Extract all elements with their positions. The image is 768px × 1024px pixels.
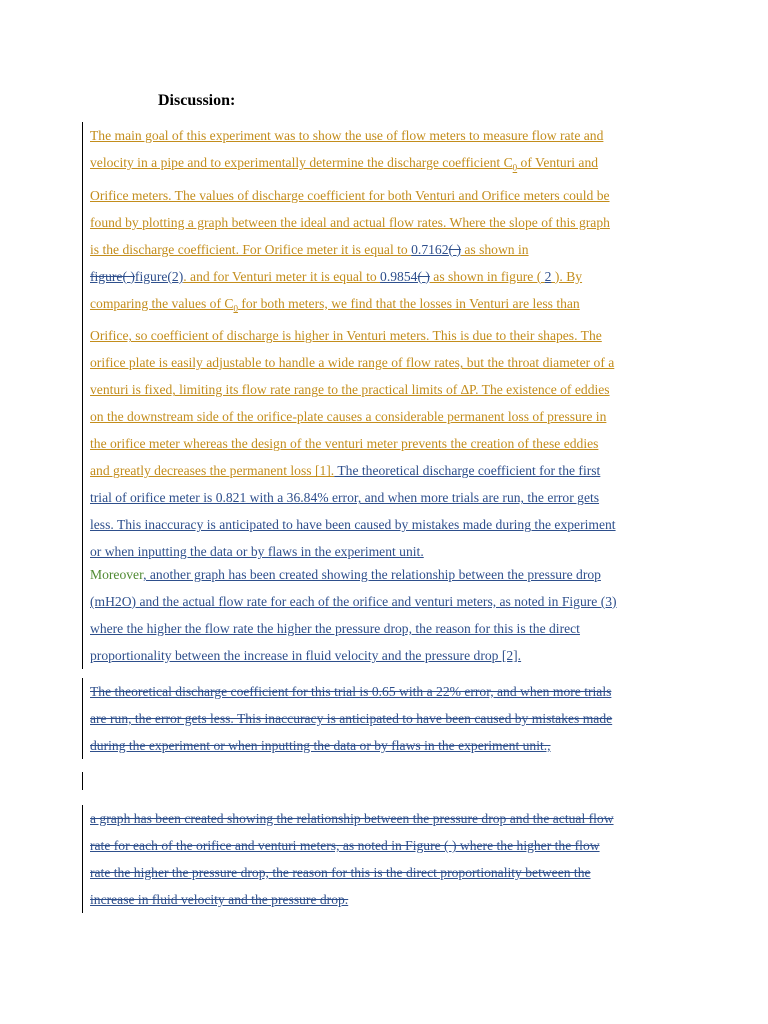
change-bar-empty-line xyxy=(82,772,83,790)
deleted-text: a graph has been created showing the relationship between the pressure drop and the actual flow xyxy=(90,811,614,826)
text-run: 0 xyxy=(512,162,518,173)
text-run: ). By xyxy=(551,268,583,284)
text-line xyxy=(90,376,690,403)
text-run: where the higher the flow rate the higher the pressure drop, the reason for this is the direct xyxy=(90,621,580,636)
section-heading: Discussion: xyxy=(158,92,236,109)
text-line xyxy=(90,149,690,182)
text-line xyxy=(90,588,690,615)
text-run: 0.7162 xyxy=(411,241,449,257)
paragraph-deleted-trial xyxy=(90,678,690,759)
text-run: and greatly decreases the permanent loss [1]. xyxy=(90,463,335,479)
text-run: comparing the values of C xyxy=(90,295,234,311)
deleted-text: during the experiment or when inputting the data or by flaws in the experiment unit., xyxy=(90,738,551,753)
deleted-text: are run, the error gets less. This inaccuracy is anticipated to have been caused by mistakes made xyxy=(90,711,613,726)
text-run: Orifice meters. The values of discharge coefficient for both Venturi and Orifice meters could be xyxy=(90,187,610,203)
text-line xyxy=(90,403,690,430)
text-run: proportionality between the increase in fluid velocity and the pressure drop [2]. xyxy=(90,648,522,663)
text-line xyxy=(90,457,690,484)
text-line xyxy=(90,678,690,705)
deleted-text: The theoretical discharge coefficient for this trial is 0.65 with a 22% error, and when more trials xyxy=(90,684,612,699)
text-line xyxy=(90,430,690,457)
change-bar xyxy=(82,805,83,913)
text-run: trial of orifice meter is 0.821 with a 36.84% error, and when more trials are run, the error gets xyxy=(90,490,600,506)
deleted-text: increase in fluid velocity and the pressure drop. xyxy=(90,892,349,907)
text-run: orifice plate is easily adjustable to handle a wide range of flow rates, but the throat diameter of a xyxy=(90,355,615,371)
text-run: on the downstream side of the orifice-plate causes a considerable permanent loss of pressure in xyxy=(90,409,607,425)
text-line xyxy=(90,484,690,511)
text-run: for both meters, we find that the losses in Venturi are less than xyxy=(237,295,580,311)
text-run: or when inputting the data or by flaws in the experiment unit. xyxy=(90,544,424,560)
text-line xyxy=(90,561,690,588)
text-run: . and for Venturi meter it is equal to xyxy=(183,268,381,284)
paragraph-pressure-drop xyxy=(90,561,690,669)
deleted-text: figure( ) xyxy=(90,268,135,284)
text-line xyxy=(90,122,690,149)
text-line xyxy=(90,322,690,349)
text-line xyxy=(90,182,690,209)
text-run: Orifice, so coefficient of discharge is higher in Venturi meters. This is due to their shapes. The xyxy=(90,328,602,344)
text-run: The theoretical discharge coefficient for the first xyxy=(334,463,601,479)
text-line xyxy=(90,732,690,759)
text-run: 0.9854 xyxy=(380,268,418,284)
paragraph-main-goal xyxy=(90,122,690,565)
text-line xyxy=(90,236,690,263)
text-run: , another graph has been created showing the relationship between the pressure drop xyxy=(143,567,601,582)
text-line xyxy=(90,263,690,290)
text-run: figure(2) xyxy=(134,268,184,284)
deleted-text: ( ) xyxy=(417,268,430,284)
text-run: as shown in figure ( xyxy=(429,268,545,284)
text-run: venturi is fixed, limiting its flow rate range to the practical limits of ∆P. The existence of eddies xyxy=(90,382,610,398)
text-run: the orifice meter whereas the design of the venturi meter prevents the creation of these eddies xyxy=(90,436,599,452)
paragraph-deleted-graph xyxy=(90,805,690,913)
text-line xyxy=(90,209,690,236)
deleted-text: rate the higher the pressure drop, the reason for this is the direct proportionality between the xyxy=(90,865,591,880)
text-run: 0 xyxy=(233,303,238,314)
text-run: 2 xyxy=(544,268,552,284)
change-bar xyxy=(82,122,83,565)
text-line xyxy=(90,886,690,913)
text-run: as shown in xyxy=(460,241,529,257)
text-line xyxy=(90,705,690,732)
text-line xyxy=(90,349,690,376)
text-run: of Venturi and xyxy=(517,155,599,170)
text-line xyxy=(90,290,690,323)
text-line xyxy=(90,805,690,832)
text-run: is the discharge coefficient. For Orifice meter it is equal to xyxy=(90,241,412,257)
text-line xyxy=(90,511,690,538)
text-line xyxy=(90,642,690,669)
deleted-text: ( ) xyxy=(448,241,461,257)
comment-text: Moreover xyxy=(90,567,144,582)
text-run: (mH2O) and the actual flow rate for each of the orifice and venturi meters, as noted in Figure (3) xyxy=(90,594,617,609)
text-run: found by plotting a graph between the ideal and actual flow rates. Where the slope of this graph xyxy=(90,214,610,230)
text-run: velocity in a pipe and to experimentally determine the discharge coefficient C xyxy=(90,155,513,170)
text-run: less. This inaccuracy is anticipated to have been caused by mistakes made during the experiment xyxy=(90,517,616,533)
text-run: The main goal of this experiment was to show the use of flow meters to measure flow rate and xyxy=(90,128,604,143)
deleted-text: rate for each of the orifice and venturi meters, as noted in Figure ( ) where the higher the flow xyxy=(90,838,600,853)
change-bar xyxy=(82,678,83,759)
text-line xyxy=(90,832,690,859)
text-line xyxy=(90,859,690,886)
text-line xyxy=(90,615,690,642)
change-bar xyxy=(82,561,83,669)
